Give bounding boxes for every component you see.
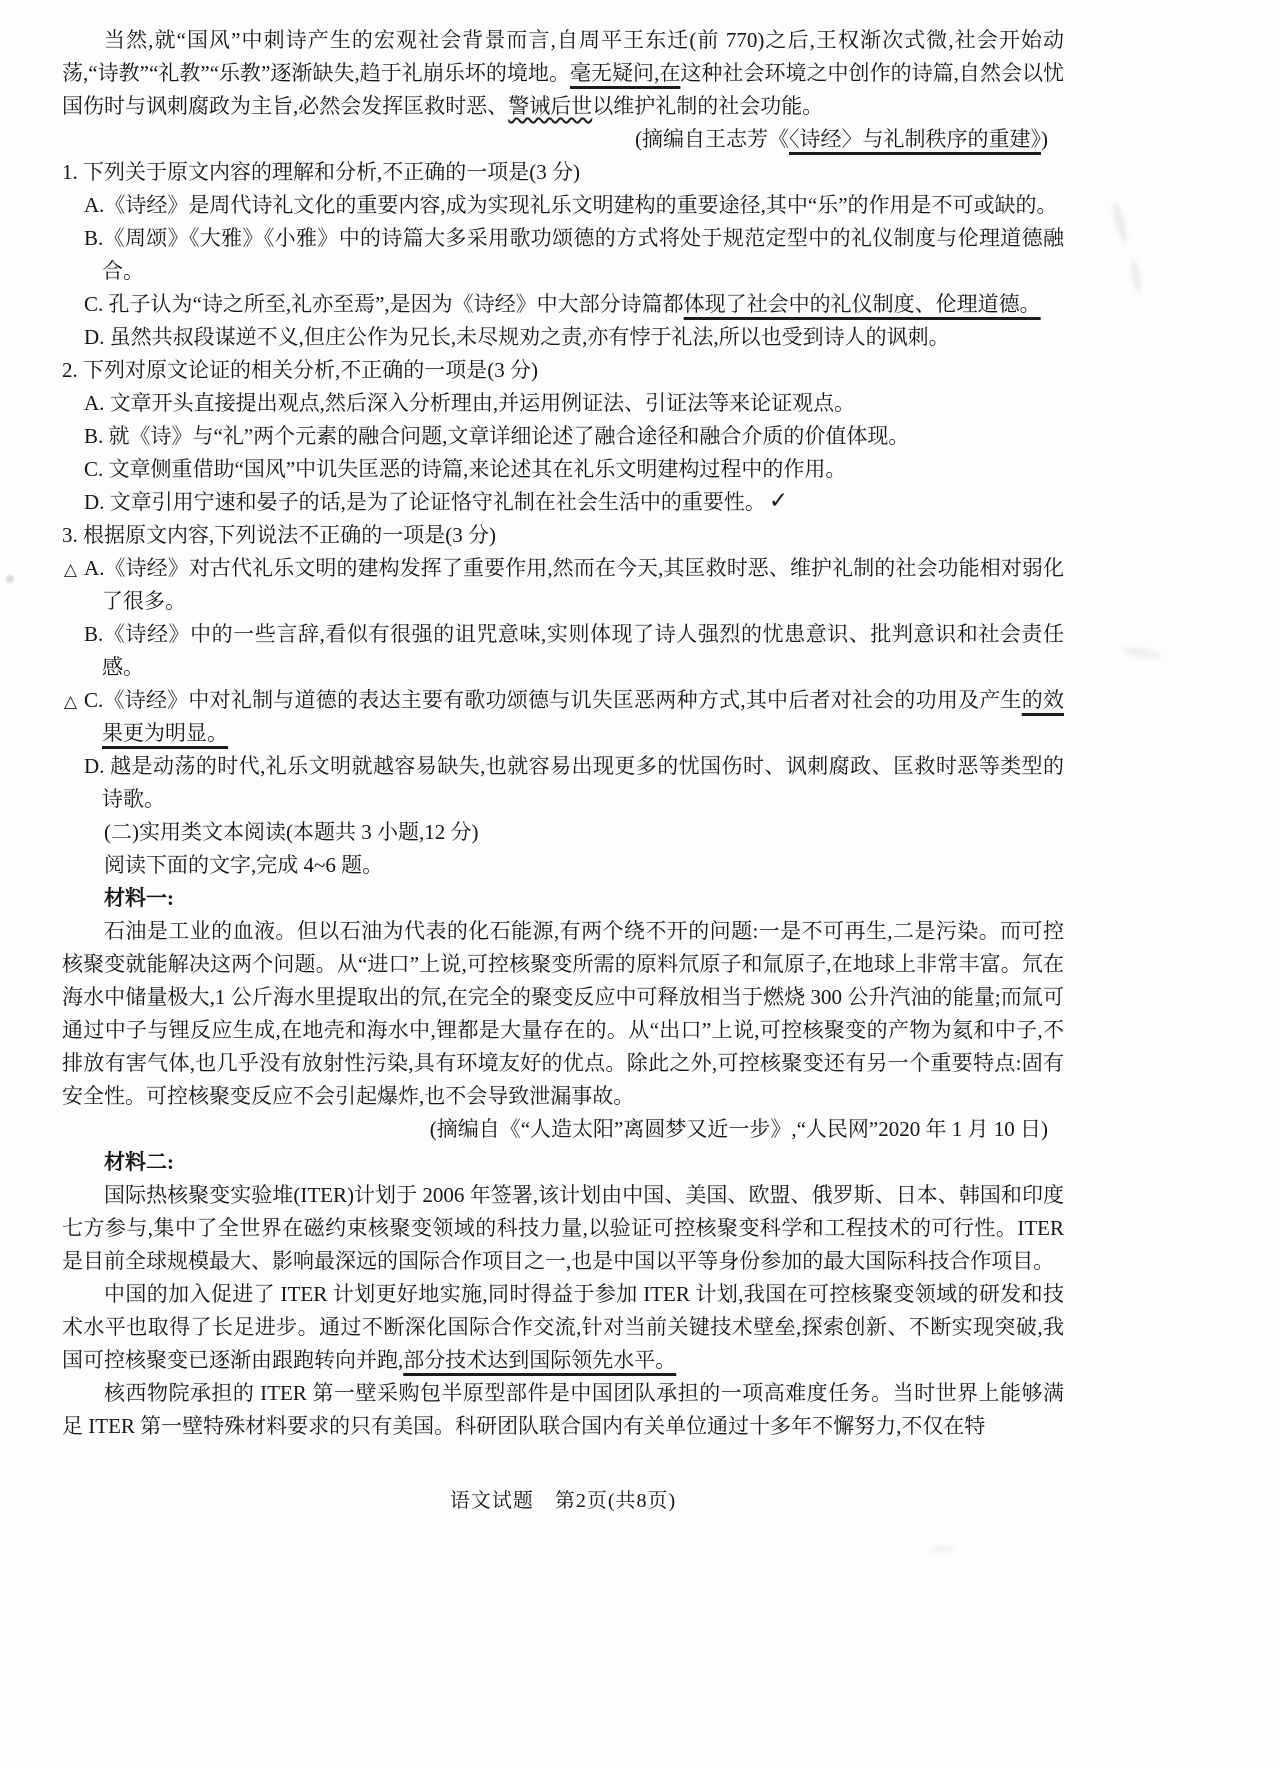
wavy-underlined-phrase: 警诫后世	[508, 94, 593, 118]
question-1-option-a: A.《诗经》是周代诗礼文化的重要内容,成为实现礼乐文明建构的重要途径,其中“乐”的作用是不可或缺的。	[84, 193, 1058, 217]
intro-text-2: 这种社会环境之中创作的诗篇,自然会以忧国伤时与讽刺腐政为主旨,必然会发挥匡救时恶、	[62, 61, 1065, 118]
question-2-option-d	[62, 486, 1064, 519]
handwritten-triangle-mark: △	[64, 560, 78, 579]
material-2-paragraph-1: 国际热核聚变实验堆(ITER)计划于 2006 年签署,该计划由中国、美国、欧盟、俄罗斯、日本、韩国和印度七方参与,集中了全世界在磁约束核聚变领域的科技力量,以验证可控核聚变科学和工程技术的可行性。ITER 是目前全球规模最大、影响最深远的国际合作项目之一,也是中国以平等身份参加的最大国际科技合作项目。	[62, 1183, 1064, 1273]
underlined-phrase-1: 毫无疑问,在	[569, 61, 681, 85]
passage-source-line	[62, 123, 1064, 156]
material-1-paragraph: 石油是工业的血液。但以石油为代表的化石能源,有两个绕不开的问题:一是不可再生,二是污染。而可控核聚变就能解决这两个问题。从“进口”上说,可控核聚变所需的原料氘原子和氚原子,在地球上非常丰富。氘在海水中储量极大,1 公斤海水里提取出的氘,在完全的聚变反应中可释放相当于燃烧 300 公升汽油的能量;而氚可通过中子与锂反应生成,在地壳和海水中,锂都是大量存在的。从“出口”上说,可控核聚变的产物为氦和中子,不排放有害气体,也几乎没有放射性污染,具有环境友好的优点。除此之外,可控核聚变还有另一个重要特点:固有安全性。可控核聚变反应不会引起爆炸,也不会导致泄漏事故。	[62, 919, 1064, 1108]
material-1-source-line: (摘编自《“人造太阳”离圆梦又近一步》,“人民网”2020 年 1 月 10 日)	[429, 1117, 1048, 1141]
material-2-paragraph-3: 核西物院承担的 ITER 第一壁采购包半原型部件是中国团队承担的一项高难度任务。当时世界上能够满足 ITER 第一壁特殊材料要求的只有美国。科研团队联合国内有关单位通过十多年不懈努力,不仅在特	[62, 1381, 1064, 1438]
intro-paragraph	[62, 24, 1064, 123]
source-suffix: )	[1041, 127, 1048, 151]
question-2-option-a: A. 文章开头直接提出观点,然后深入分析理由,并运用例证法、引证法等来论证观点。	[84, 391, 856, 415]
question-3-stem: 3. 根据原文内容,下列说法不正确的一项是(3 分)	[62, 523, 496, 547]
option-c-text: C.《诗经》中对礼制与道德的表达主要有歌功颂德与讥失匡恶两种方式,其中后者对社会的功用及产生	[84, 688, 1022, 712]
material-2-label: 材料二:	[104, 1150, 174, 1174]
scan-artifact	[930, 1546, 956, 1553]
material-2-paragraph-2	[62, 1278, 1064, 1377]
intro-text-3: 以维护礼制的社会功能。	[592, 94, 824, 118]
paragraph-2-underlined: 部分技术达到国际领先水平。	[403, 1348, 677, 1372]
option-c-text: C. 孔子认为“诗之所至,礼亦至焉”,是因为《诗经》中大部分诗篇都	[84, 292, 684, 316]
question-1-option-b: B.《周颂》《大雅》《小雅》中的诗篇大多采用歌功颂德的方式将处于规范定型中的礼仪制度与伦理道德融合。	[84, 226, 1064, 283]
paragraph-2-text: 中国的加入促进了 ITER 计划更好地实施,同时得益于参加 ITER 计划,我国在可控核聚变领域的研发和技术水平也取得了长足进步。通过不断深化国际合作交流,针对当前关键技术壁垒,探索创新、不断实现突破,我国可控核聚变已逐渐由跟跑转向并跑,	[62, 1282, 1064, 1372]
scan-artifact	[1121, 644, 1162, 662]
question-3-option-b: B.《诗经》中的一些言辞,看似有很强的诅咒意味,实则体现了诗人强烈的忧患意识、批判意识和社会责任感。	[84, 622, 1064, 679]
question-3-option-c	[62, 684, 1064, 750]
section-2-practical-reading	[62, 816, 1064, 1443]
question-3	[62, 519, 1064, 816]
handwritten-checkmark: ✓	[768, 488, 789, 514]
question-2-stem: 2. 下列对原文论证的相关分析,不正确的一项是(3 分)	[62, 358, 538, 382]
question-2	[62, 354, 1064, 519]
intro-text-1: 当然,就“国风”中刺诗产生的宏观社会背景而言,自周平王东迁(前 770)之后,王权渐次式微,社会开始动荡,“诗教”“礼教”“乐教”逐渐缺失,趋于礼崩乐坏的境地。	[62, 28, 1064, 85]
page-content	[62, 24, 1064, 1518]
option-c-underlined: 体现了社会中的礼仪制度、伦理道德。	[683, 292, 1041, 316]
question-2-option-b: B. 就《诗》与“礼”两个元素的融合问题,文章详细论述了融合途径和融合介质的价值体现。	[84, 424, 910, 448]
scan-artifact	[1129, 258, 1143, 295]
scan-artifact	[6, 575, 14, 583]
question-3-option-a	[62, 552, 1064, 618]
question-2-option-c: C. 文章侧重借助“国风”中讥失匡恶的诗篇,来论述其在礼乐文明建构过程中的作用。	[84, 457, 847, 481]
section-2-heading: (二)实用类文本阅读(本题共 3 小题,12 分)	[104, 820, 479, 844]
option-a-text: A.《诗经》对古代礼乐文明的建构发挥了重要作用,然而在今天,其匡救时恶、维护礼制的社会功能相对弱化了很多。	[84, 556, 1064, 613]
page-footer: 语文试题 第2页(共8页)	[449, 1490, 677, 1512]
material-1-label: 材料一:	[104, 886, 174, 910]
source-prefix: (摘编自王志芳《	[635, 127, 789, 151]
handwritten-triangle-mark: △	[64, 692, 78, 711]
question-1	[62, 156, 1064, 354]
option-d-text: D. 文章引用宁速和晏子的话,是为了论证恪守礼制在社会生活中的重要性。	[84, 490, 766, 514]
section-2-instruction: 阅读下面的文字,完成 4~6 题。	[104, 853, 384, 877]
question-1-stem: 1. 下列关于原文内容的理解和分析,不正确的一项是(3 分)	[62, 160, 580, 184]
question-3-option-d: D. 越是动荡的时代,礼乐文明就越容易缺失,也就容易出现更多的忧国伤时、讽刺腐政、匡救时恶等类型的诗歌。	[84, 754, 1064, 811]
question-1-option-c	[62, 288, 1064, 321]
scan-artifact	[1110, 200, 1130, 245]
option-c-underlined: 的效果更为明显。	[102, 688, 1064, 745]
question-1-option-d: D. 虽然共叔段谋逆不义,但庄公作为兄长,未尽规劝之责,亦有悖于礼法,所以也受到诗人的讽刺。	[84, 325, 950, 349]
source-title-underlined: 〈诗经〉与礼制秩序的重建》	[789, 127, 1041, 151]
